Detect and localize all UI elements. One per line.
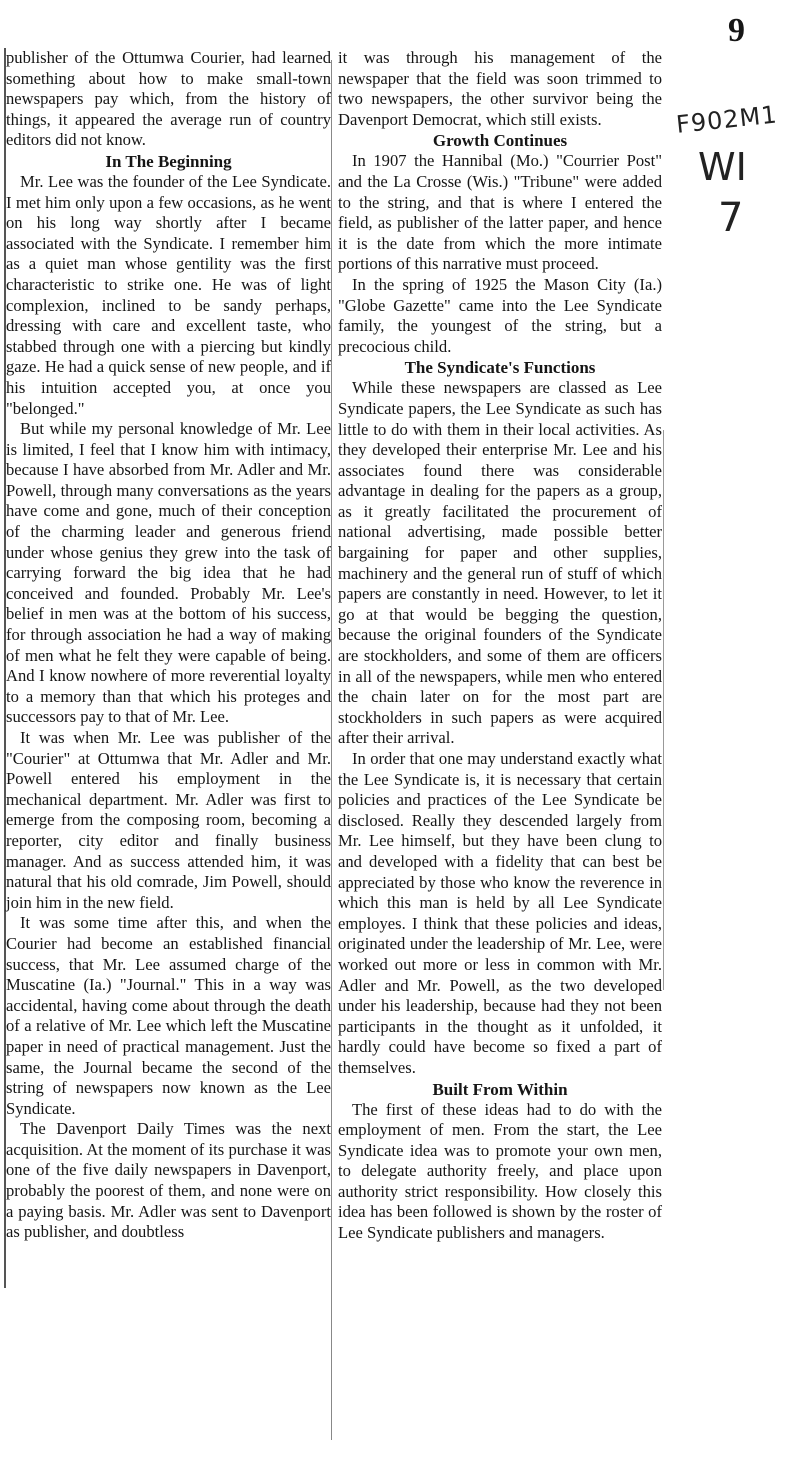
paragraph: In the spring of 1925 the Mason City (Ia.) "Globe Gazette" came into the Lee Syndicate family, the youngest of the string, but a precocious child. [338, 274, 662, 356]
paragraph: In order that one may understand exactly what the Lee Syndicate is, it is necessary that certain policies and practices of the Lee Syndicate be disclosed. Really they descended largely from Mr. Lee himself, but they have been clung to and developed with a fidelity that can best be appreciated by those who know the reverence in which this man is held by all Lee Syndicate employes. I think that these policies and ideas, originated under the leadership of Mr. Lee, were worked out more or less in common with Mr. Adler and Mr. Powell, as the two developed under his leadership, because had they not been participants in the thought as it unfolded, it hardly could have become so fixed a part of themselves. [338, 749, 662, 1077]
paragraph: In 1907 the Hannibal (Mo.) "Courrier Post" and the La Crosse (Wis.) "Tribune" were added to the string, and that is where I entered the field, as publisher of the latter paper, and hence it is the date from which the more intimate portions of this narrative must proceed. [338, 151, 662, 274]
paragraph: While these newspapers are classed as Lee Syndicate papers, the Lee Syndicate as such has little to do with them in their local activities. As they developed their enterprise Mr. Lee and his associates found there was considerable advantage in dealing for the papers as a group, as it greatly facilitated the procurement of national advertising, made possible better bargaining for paper and other supplies, machinery and the general run of stuff of which papers are constantly in need. However, to let it go at that would be begging the question, because the original founders of the Syndicate are stockholders, and some of them are officers in all of the newspapers, while men who entered the chain later on for the most part are stockholders in such papers as were acquired after their arrival. [338, 378, 662, 748]
handwritten-initials: WI [698, 145, 747, 189]
handwritten-code: F902M1 [674, 100, 779, 139]
column-rule [331, 60, 332, 1440]
page-number: 9 [728, 12, 745, 49]
paragraph: Mr. Lee was the founder of the Lee Syndicate. I met him only upon a few occasions, as he went on his long way shortly after I became associated with the Syndicate. I remember him as a quiet man whose gentility was the first characteristic to strike one. He was of light complexion, inclined to be sandy perhaps, dressing with care and excellent taste, who stabbed through one with a piercing but kindly gaze. He had a quick sense of new people, and if his intuition accepted you, at once you "belonged." [6, 171, 331, 418]
section-heading: The Syndicate's Functions [404, 358, 596, 378]
section-heading: In The Beginning [105, 151, 232, 171]
paragraph: publisher of the Ottumwa Courier, had learned something about how to make small-town newspapers pay which, from the history of things, it appeared the average run of country editors did not know. [6, 48, 331, 150]
paragraph: The first of these ideas had to do with the employment of men. From the start, the Lee Syndicate idea was to promote your own men, to delegate authority freely, and place upon authority strict responsibility. How closely this idea has been followed is shown by the roster of Lee Syndicate publishers and managers. [338, 1099, 662, 1243]
paragraph: It was some time after this, and when the Courier had become an established financial success, that Mr. Lee assumed charge of the Muscatine (Ia.) "Journal." This in a way was accidental, having come about through the death of a relative of Mr. Lee which left the Muscatine paper in need of practical management. Just the same, the Journal became the second of the string of newspapers now known as the Lee Syndicate. [6, 913, 331, 1118]
handwritten-annotation [670, 100, 790, 241]
paragraph: The Davenport Daily Times was the next acquisition. At the moment of its purchase it was one of the five daily newspapers in Davenport, probably the poorest of them, and none were on a paying basis. Mr. Adler was sent to Davenport as publisher, and doubtless [6, 1119, 331, 1242]
section-heading: Built From Within [432, 1079, 568, 1099]
section-heading: Growth Continues [432, 131, 568, 151]
column-rule-right [663, 430, 664, 990]
paragraph: But while my personal knowledge of Mr. Lee is limited, I feel that I know him with intimacy, because I have absorbed from Mr. Adler and Mr. Powell, through many conversations as the years have come and gone, much of their conception of the charming leader and generous friend under whose genius they grew into the task of carrying forward the big idea that he had conceived and founded. Probably Mr. Lee's belief in men was at the bottom of his success, for through association he had a way of making of men what he felt they were capable of being. And I know nowhere of more reverential loyalty to a memory than that which his proteges and successors pay to that of Mr. Lee. [6, 419, 331, 727]
left-column [6, 48, 331, 1243]
handwritten-number: 7 [718, 195, 744, 241]
paragraph: It was when Mr. Lee was publisher of the "Courier" at Ottumwa that Mr. Adler and Mr. Powell entered his employment in the mechanical department. Mr. Adler was first to emerge from the composing room, becoming a reporter, city editor and finally business manager. And as success attended him, it was natural that his old comrade, Jim Powell, should join him in the new field. [6, 728, 331, 912]
paragraph: it was through his management of the newspaper that the field was soon trimmed to two newspapers, the other survivor being the Davenport Democrat, which still exists. [338, 48, 662, 129]
right-column [338, 48, 662, 1244]
